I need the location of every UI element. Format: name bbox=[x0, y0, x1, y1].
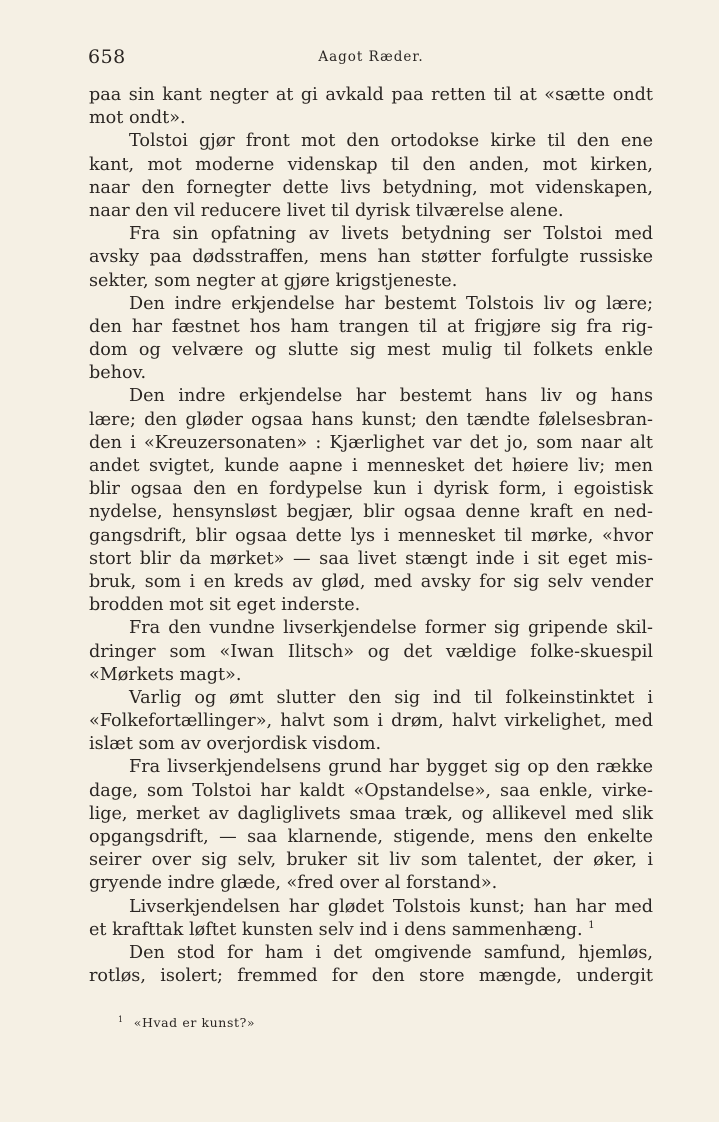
text-line bbox=[89, 385, 653, 408]
footnote-mark: 1 bbox=[118, 1015, 124, 1024]
text-line-content: Tolstoi gjør front mot den ortodokse kirke til den ene bbox=[129, 131, 653, 152]
text-line-content: Den indre erkjendelse har bestemt Tolstois liv og lære; bbox=[129, 293, 653, 314]
text-line bbox=[89, 130, 653, 153]
text-line bbox=[89, 826, 653, 849]
text-line bbox=[89, 270, 653, 293]
text-line-content: nydelse, hensynsløst begjær, blir ogsaa denne kraft en ned- bbox=[89, 502, 653, 523]
text-line bbox=[89, 594, 653, 617]
text-line-content: Livserkjendelsen har glødet Tolstois kunst; han har med bbox=[129, 896, 653, 917]
text-line-content: bruk, som i en kreds av glød, med avsky for sig selv vender bbox=[89, 571, 653, 592]
text-line-content: gangsdrift, blir ogsaa dette lys i mennesket til mørke, «hvor bbox=[89, 525, 653, 546]
text-line bbox=[89, 525, 653, 548]
text-line-content: lære; den gløder ogsaa hans kunst; den tændte følelsesbran- bbox=[89, 409, 653, 430]
text-line bbox=[89, 733, 653, 756]
text-line-content: et krafttak løftet kunsten selv ind i dens sammenhæng. bbox=[89, 919, 583, 940]
text-line bbox=[89, 872, 653, 895]
text-line-content: den i «Kreuzersonaten» : Kjærlighet var det jo, som naar alt bbox=[89, 432, 653, 453]
text-line bbox=[89, 687, 653, 710]
footnote-reference: 1 bbox=[588, 919, 595, 931]
text-line bbox=[89, 316, 653, 339]
text-line bbox=[89, 896, 653, 919]
text-line-content: naar den vil reducere livet til dyrisk tilværelse alene. bbox=[89, 200, 564, 221]
text-line-content: kant, mot moderne videnskap til den anden, mot kirken, bbox=[89, 154, 653, 175]
text-line bbox=[89, 617, 653, 640]
text-line bbox=[89, 780, 653, 803]
text-line bbox=[89, 478, 653, 501]
text-line-content: seirer over sig selv, bruker sit liv som talentet, der øker, i bbox=[89, 850, 653, 871]
text-line bbox=[89, 965, 653, 988]
text-line-content: brodden mot sit eget inderste. bbox=[89, 595, 361, 616]
text-line-content: islæt som av overjordisk visdom. bbox=[89, 734, 382, 755]
text-line-content: Fra sin opfatning av livets betydning ser Tolstoi med bbox=[129, 224, 653, 245]
text-line bbox=[89, 919, 653, 942]
text-line bbox=[89, 710, 653, 733]
page-header bbox=[88, 46, 654, 70]
text-line bbox=[89, 664, 653, 687]
text-line-content: rotløs, isolert; fremmed for den store mængde, undergit bbox=[89, 966, 653, 987]
text-line bbox=[89, 548, 653, 571]
text-line-content: avsky paa dødsstraffen, mens han støtter forfulgte russiske bbox=[89, 247, 653, 268]
text-line bbox=[89, 107, 653, 130]
text-line bbox=[89, 246, 653, 269]
text-line-content: lige, merket av dagliglivets smaa træk, og allikevel med slik bbox=[89, 803, 653, 824]
text-line bbox=[89, 362, 653, 385]
text-line bbox=[89, 177, 653, 200]
text-line-content: blir ogsaa den en fordypelse kun i dyrisk form, i egoistisk bbox=[89, 479, 653, 500]
text-line-content: mot ondt». bbox=[89, 108, 186, 129]
text-line-content: «Mørkets magt». bbox=[89, 664, 242, 685]
text-line-content: dage, som Tolstoi har kaldt «Opstandelse», saa enkle, virke- bbox=[89, 780, 653, 801]
page-number: 658 bbox=[88, 46, 126, 68]
text-line bbox=[89, 154, 653, 177]
text-line bbox=[89, 756, 653, 779]
text-line-content: opgangsdrift, — saa klarnende, stigende, mens den enkelte bbox=[89, 827, 653, 847]
text-line bbox=[89, 849, 653, 872]
text-line bbox=[89, 501, 653, 524]
text-line-content: naar den fornegter dette livs betydning, mot videnskapen, bbox=[89, 177, 653, 198]
text-line bbox=[89, 200, 653, 223]
text-line-content: stort blir da mørket» — saa livet stængt inde i sit eget mis- bbox=[89, 548, 653, 569]
text-line bbox=[89, 223, 653, 246]
footnote bbox=[118, 1015, 255, 1030]
text-line bbox=[89, 339, 653, 362]
text-line bbox=[89, 432, 653, 455]
footnote-text: «Hvad er kunst?» bbox=[133, 1015, 256, 1030]
text-line bbox=[89, 84, 653, 107]
text-line-content: den har fæstnet hos ham trangen til at frigjøre sig fra rig- bbox=[89, 316, 653, 337]
text-line bbox=[89, 293, 653, 316]
text-line-content: Den stod for ham i det omgivende samfund, hjemløs, bbox=[129, 942, 653, 963]
text-line-content: Fra den vundne livserkjendelse former sig gripende skil- bbox=[129, 618, 653, 639]
text-line bbox=[89, 571, 653, 594]
text-line-content: behov. bbox=[89, 363, 147, 384]
text-line-content: Varlig og ømt slutter den sig ind til folkeinstinktet i bbox=[129, 687, 653, 708]
running-head: Aagot Ræder. bbox=[318, 49, 424, 65]
text-line bbox=[89, 455, 653, 478]
text-line-content: dom og velvære og slutte sig mest mulig til folkets enkle bbox=[89, 340, 653, 361]
text-line-content: Fra livserkjendelsens grund har bygget sig op den række bbox=[129, 757, 653, 778]
text-line-content: andet svigtet, kunde aapne i mennesket det høiere liv; men bbox=[89, 456, 653, 476]
text-line-content: gryende indre glæde, «fred over al forstand». bbox=[89, 873, 498, 894]
text-line bbox=[89, 409, 653, 432]
text-line bbox=[89, 803, 653, 826]
text-line-content: dringer som «Iwan Ilitsch» og det vældige folke-skuespil bbox=[89, 641, 653, 662]
text-line bbox=[89, 942, 653, 965]
text-line-content: Den indre erkjendelse har bestemt hans liv og hans bbox=[129, 386, 653, 407]
text-line bbox=[89, 641, 653, 664]
text-line-content: paa sin kant negter at gi avkald paa retten til at «sætte ondt bbox=[89, 85, 653, 105]
text-line-content: sekter, som negter at gjøre krigstjeneste. bbox=[89, 270, 458, 291]
body-text bbox=[89, 84, 653, 988]
text-line-content: «Folkefortællinger», halvt som i drøm, halvt virkelighet, med bbox=[89, 711, 653, 732]
